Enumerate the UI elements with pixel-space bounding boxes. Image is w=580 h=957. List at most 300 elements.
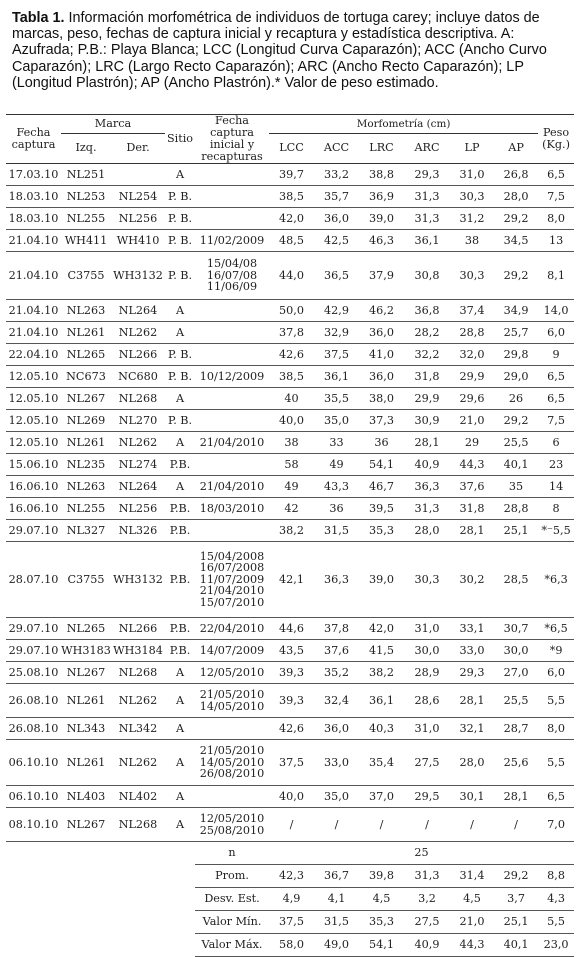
- header-peso: Peso (Kg.): [538, 115, 574, 164]
- table-row: [6, 164, 574, 186]
- cell-sitio: P.B.: [165, 520, 195, 542]
- header-lcc: LCC: [269, 133, 314, 163]
- cell-lcc: /: [269, 808, 314, 842]
- table-row: [6, 498, 574, 520]
- cell-ap: 29,0: [494, 366, 538, 388]
- stats-lp: 44,3: [450, 934, 494, 957]
- cell-sitio: P.B.: [165, 542, 195, 618]
- cell-fecha: 15.06.10: [6, 454, 61, 476]
- cell-recaptura: [195, 808, 269, 842]
- cell-izq: NL265: [61, 618, 111, 640]
- cell-acc: 32,9: [314, 322, 359, 344]
- cell-lrc: 37,0: [359, 786, 404, 808]
- cell-recaptura: [195, 476, 269, 498]
- cell-izq: NC673: [61, 366, 111, 388]
- header-der: Der.: [111, 133, 165, 163]
- cell-lp: 28,8: [450, 322, 494, 344]
- cell-fecha: 26.08.10: [6, 684, 61, 718]
- cell-fecha: 16.06.10: [6, 476, 61, 498]
- stats-lcc: 37,5: [269, 911, 314, 934]
- cell-ap: 29,2: [494, 252, 538, 300]
- table-row: [6, 208, 574, 230]
- recapture-date: 15/04/2008: [199, 549, 265, 563]
- recapture-date: 14/05/2010: [199, 699, 265, 713]
- cell-lp: 30,3: [450, 252, 494, 300]
- cell-recaptura: [195, 432, 269, 454]
- cell-ap: 26: [494, 388, 538, 410]
- cell-lp: 28,0: [450, 740, 494, 786]
- cell-acc: 36,0: [314, 718, 359, 740]
- cell-sitio: P. B.: [165, 410, 195, 432]
- header-sitio: Sitio: [165, 115, 195, 164]
- cell-izq: NL343: [61, 718, 111, 740]
- cell-ap: 25,1: [494, 520, 538, 542]
- cell-lrc: 37,3: [359, 410, 404, 432]
- cell-der: NL264: [111, 476, 165, 498]
- cell-recaptura: [195, 300, 269, 322]
- cell-sitio: A: [165, 432, 195, 454]
- cell-sitio: P. B.: [165, 252, 195, 300]
- cell-lcc: 49: [269, 476, 314, 498]
- cell-arc: 30,9: [404, 410, 450, 432]
- cell-lrc: /: [359, 808, 404, 842]
- cell-peso: 6: [538, 432, 574, 454]
- header-morfometria: Morfometría (cm): [269, 115, 538, 134]
- cell-recaptura: [195, 186, 269, 208]
- cell-peso: 7,0: [538, 808, 574, 842]
- cell-fecha: 17.03.10: [6, 164, 61, 186]
- cell-lp: 29,6: [450, 388, 494, 410]
- recapture-date: 21/04/2010: [199, 479, 265, 493]
- stats-label: Valor Mín.: [195, 911, 269, 934]
- cell-fecha: 22.04.10: [6, 344, 61, 366]
- cell-fecha: 18.03.10: [6, 208, 61, 230]
- cell-ap: 25,5: [494, 432, 538, 454]
- cell-ap: 29,8: [494, 344, 538, 366]
- cell-der: NL266: [111, 344, 165, 366]
- table-row: [6, 740, 574, 786]
- cell-recaptura: [195, 230, 269, 252]
- cell-ap: 28,8: [494, 498, 538, 520]
- cell-lrc: 40,3: [359, 718, 404, 740]
- table-row: [6, 718, 574, 740]
- cell-acc: 35,2: [314, 662, 359, 684]
- cell-izq: NL267: [61, 808, 111, 842]
- cell-fecha: 25.08.10: [6, 662, 61, 684]
- stats-lp: 31,4: [450, 865, 494, 888]
- cell-lp: 33,0: [450, 640, 494, 662]
- cell-arc: 36,3: [404, 476, 450, 498]
- cell-ap: 34,5: [494, 230, 538, 252]
- cell-peso: 9: [538, 344, 574, 366]
- cell-peso: 8: [538, 498, 574, 520]
- stats-arc: 31,3: [404, 865, 450, 888]
- cell-izq: NL255: [61, 208, 111, 230]
- stats-lcc: 58,0: [269, 934, 314, 957]
- cell-lp: 28,1: [450, 520, 494, 542]
- cell-lcc: 42,6: [269, 344, 314, 366]
- cell-recaptura: [195, 344, 269, 366]
- cell-der: NL256: [111, 208, 165, 230]
- table-caption: [12, 10, 568, 91]
- cell-lrc: 36,0: [359, 366, 404, 388]
- table-row: [6, 618, 574, 640]
- cell-acc: 37,8: [314, 618, 359, 640]
- cell-fecha: 12.05.10: [6, 366, 61, 388]
- cell-acc: 33,0: [314, 740, 359, 786]
- table-row: [6, 542, 574, 618]
- cell-der: NL268: [111, 808, 165, 842]
- cell-sitio: A: [165, 322, 195, 344]
- cell-peso: *⁻5,5: [538, 520, 574, 542]
- cell-sitio: P.B.: [165, 454, 195, 476]
- cell-sitio: A: [165, 300, 195, 322]
- cell-acc: 42,5: [314, 230, 359, 252]
- cell-recaptura: [195, 684, 269, 718]
- recapture-date: 15/04/08: [206, 257, 258, 271]
- cell-recaptura: [195, 640, 269, 662]
- cell-izq: WH3183: [61, 640, 111, 662]
- cell-der: WH3132: [111, 252, 165, 300]
- cell-ap: 25,5: [494, 684, 538, 718]
- cell-peso: *6,5: [538, 618, 574, 640]
- cell-fecha: 29.07.10: [6, 618, 61, 640]
- cell-arc: 28,9: [404, 662, 450, 684]
- cell-izq: NL263: [61, 300, 111, 322]
- cell-fecha: 29.07.10: [6, 520, 61, 542]
- cell-lrc: 42,0: [359, 618, 404, 640]
- cell-lp: 31,8: [450, 498, 494, 520]
- cell-lp: 37,4: [450, 300, 494, 322]
- header-fecha-recaptura: Fecha captura inicial y recapturas: [195, 115, 269, 164]
- cell-der: [111, 164, 165, 186]
- recapture-date: 26/08/2010: [199, 767, 265, 781]
- recapture-date: 18/03/2010: [199, 501, 265, 515]
- cell-lrc: 39,0: [359, 208, 404, 230]
- table-row: [6, 344, 574, 366]
- cell-lrc: 54,1: [359, 454, 404, 476]
- cell-izq: NL265: [61, 344, 111, 366]
- cell-recaptura: [195, 618, 269, 640]
- table-row: [6, 322, 574, 344]
- recapture-date: 14/07/2009: [199, 643, 265, 657]
- stats-peso: 5,5: [538, 911, 574, 934]
- cell-ap: 28,7: [494, 718, 538, 740]
- cell-recaptura: [195, 786, 269, 808]
- cell-peso: 8,0: [538, 718, 574, 740]
- cell-arc: 30,3: [404, 542, 450, 618]
- cell-arc: 32,2: [404, 344, 450, 366]
- cell-arc: 29,5: [404, 786, 450, 808]
- cell-arc: 31,3: [404, 208, 450, 230]
- stats-lp: 21,0: [450, 911, 494, 934]
- header-izq: Izq.: [61, 133, 111, 163]
- cell-lcc: 38,5: [269, 366, 314, 388]
- cell-lcc: 42,1: [269, 542, 314, 618]
- cell-lrc: 46,7: [359, 476, 404, 498]
- cell-fecha: 16.06.10: [6, 498, 61, 520]
- cell-izq: NL255: [61, 498, 111, 520]
- cell-recaptura: [195, 520, 269, 542]
- cell-recaptura: [195, 366, 269, 388]
- cell-fecha: 06.10.10: [6, 786, 61, 808]
- cell-sitio: P. B.: [165, 230, 195, 252]
- stats-n-label: n: [195, 842, 269, 865]
- stats-lrc: 54,1: [359, 934, 404, 957]
- cell-lrc: 36,1: [359, 684, 404, 718]
- cell-lp: 30,1: [450, 786, 494, 808]
- stats-n-value: 25: [269, 842, 574, 865]
- cell-lp: 21,0: [450, 410, 494, 432]
- cell-lcc: 39,3: [269, 662, 314, 684]
- cell-sitio: A: [165, 740, 195, 786]
- cell-recaptura: [195, 740, 269, 786]
- stats-acc: 49,0: [314, 934, 359, 957]
- cell-acc: 42,9: [314, 300, 359, 322]
- cell-lcc: 40,0: [269, 786, 314, 808]
- cell-ap: 29,2: [494, 208, 538, 230]
- cell-recaptura: [195, 718, 269, 740]
- cell-recaptura: [195, 454, 269, 476]
- cell-lcc: 40,0: [269, 410, 314, 432]
- stats-peso: 8,8: [538, 865, 574, 888]
- cell-ap: 30,0: [494, 640, 538, 662]
- cell-recaptura: [195, 662, 269, 684]
- cell-lrc: 38,2: [359, 662, 404, 684]
- stats-arc: 40,9: [404, 934, 450, 957]
- recapture-date: 11/07/2009: [199, 572, 265, 586]
- cell-der: NL266: [111, 618, 165, 640]
- cell-der: NL268: [111, 662, 165, 684]
- cell-lcc: 38,2: [269, 520, 314, 542]
- cell-der: NL254: [111, 186, 165, 208]
- cell-lp: 37,6: [450, 476, 494, 498]
- cell-peso: 7,5: [538, 410, 574, 432]
- cell-der: NC680: [111, 366, 165, 388]
- header-lrc: LRC: [359, 133, 404, 163]
- cell-lcc: 42: [269, 498, 314, 520]
- table-row: [6, 808, 574, 842]
- stats-row: [6, 911, 574, 934]
- cell-arc: 29,9: [404, 388, 450, 410]
- table-row: [6, 640, 574, 662]
- cell-fecha: 21.04.10: [6, 252, 61, 300]
- cell-arc: 36,1: [404, 230, 450, 252]
- stats-lcc: 4,9: [269, 888, 314, 911]
- cell-arc: 31,8: [404, 366, 450, 388]
- cell-lp: 38: [450, 230, 494, 252]
- cell-arc: 31,3: [404, 186, 450, 208]
- cell-der: NL342: [111, 718, 165, 740]
- cell-ap: 29,2: [494, 410, 538, 432]
- stats-peso: 4,3: [538, 888, 574, 911]
- cell-lcc: 37,5: [269, 740, 314, 786]
- cell-fecha: 26.08.10: [6, 718, 61, 740]
- cell-sitio: A: [165, 662, 195, 684]
- cell-lcc: 43,5: [269, 640, 314, 662]
- cell-der: NL268: [111, 388, 165, 410]
- cell-ap: 25,7: [494, 322, 538, 344]
- cell-arc: 30,8: [404, 252, 450, 300]
- cell-acc: 35,0: [314, 410, 359, 432]
- cell-peso: 14: [538, 476, 574, 498]
- cell-arc: 28,0: [404, 520, 450, 542]
- cell-lcc: 38: [269, 432, 314, 454]
- cell-izq: NL251: [61, 164, 111, 186]
- cell-fecha: 12.05.10: [6, 388, 61, 410]
- cell-recaptura: [195, 388, 269, 410]
- stats-acc: 36,7: [314, 865, 359, 888]
- cell-arc: 29,3: [404, 164, 450, 186]
- table-row: [6, 366, 574, 388]
- cell-peso: 6,5: [538, 366, 574, 388]
- stats-arc: 27,5: [404, 911, 450, 934]
- cell-ap: 28,5: [494, 542, 538, 618]
- table-row: [6, 786, 574, 808]
- cell-ap: 35: [494, 476, 538, 498]
- cell-arc: 28,1: [404, 432, 450, 454]
- header-lp: LP: [450, 133, 494, 163]
- cell-der: NL326: [111, 520, 165, 542]
- cell-arc: 28,2: [404, 322, 450, 344]
- table-row: [6, 662, 574, 684]
- table-row: [6, 432, 574, 454]
- cell-lcc: 44,0: [269, 252, 314, 300]
- recapture-date: 25/08/2010: [199, 823, 265, 837]
- recapture-date: 21/04/2010: [199, 584, 265, 598]
- cell-izq: NL269: [61, 410, 111, 432]
- cell-lp: 33,1: [450, 618, 494, 640]
- table-row: [6, 684, 574, 718]
- stats-label: Valor Máx.: [195, 934, 269, 957]
- header-marca: Marca: [61, 115, 165, 134]
- table-row: [6, 520, 574, 542]
- recapture-date: 15/07/2010: [199, 595, 265, 609]
- cell-lp: 32,0: [450, 344, 494, 366]
- cell-ap: 34,9: [494, 300, 538, 322]
- cell-acc: 36,1: [314, 366, 359, 388]
- stats-lrc: 39,8: [359, 865, 404, 888]
- cell-acc: 35,0: [314, 786, 359, 808]
- cell-sitio: P.B.: [165, 618, 195, 640]
- cell-lcc: 40: [269, 388, 314, 410]
- cell-sitio: P. B.: [165, 186, 195, 208]
- cell-fecha: 18.03.10: [6, 186, 61, 208]
- cell-acc: 36,5: [314, 252, 359, 300]
- cell-lcc: 42,6: [269, 718, 314, 740]
- cell-ap: 25,6: [494, 740, 538, 786]
- cell-sitio: P. B.: [165, 208, 195, 230]
- cell-lcc: 48,5: [269, 230, 314, 252]
- cell-lrc: 37,9: [359, 252, 404, 300]
- cell-arc: 27,5: [404, 740, 450, 786]
- caption-label: Tabla 1.: [12, 10, 65, 26]
- header-fecha: Fecha captura: [6, 115, 61, 164]
- cell-izq: NL263: [61, 476, 111, 498]
- stats-ap: 3,7: [494, 888, 538, 911]
- cell-lp: 31,0: [450, 164, 494, 186]
- cell-acc: 33,2: [314, 164, 359, 186]
- cell-sitio: A: [165, 786, 195, 808]
- cell-sitio: A: [165, 684, 195, 718]
- cell-der: NL262: [111, 432, 165, 454]
- cell-fecha: 12.05.10: [6, 410, 61, 432]
- cell-sitio: A: [165, 718, 195, 740]
- cell-peso: 6,0: [538, 322, 574, 344]
- table-row: [6, 476, 574, 498]
- table-row: [6, 300, 574, 322]
- stats-row: [6, 888, 574, 911]
- cell-fecha: 29.07.10: [6, 640, 61, 662]
- cell-peso: 8,1: [538, 252, 574, 300]
- cell-fecha: 21.04.10: [6, 300, 61, 322]
- cell-lcc: 58: [269, 454, 314, 476]
- cell-ap: 40,1: [494, 454, 538, 476]
- recapture-date: 10/12/2009: [199, 369, 265, 383]
- cell-acc: /: [314, 808, 359, 842]
- cell-ap: 28,0: [494, 186, 538, 208]
- cell-recaptura: [195, 164, 269, 186]
- cell-fecha: 08.10.10: [6, 808, 61, 842]
- cell-lrc: 35,4: [359, 740, 404, 786]
- cell-arc: 31,0: [404, 618, 450, 640]
- cell-arc: 30,0: [404, 640, 450, 662]
- recapture-date: 11/06/09: [206, 280, 258, 294]
- cell-peso: 14,0: [538, 300, 574, 322]
- cell-der: NL402: [111, 786, 165, 808]
- stats-row: [6, 934, 574, 957]
- recapture-date: 21/05/2010: [199, 688, 265, 702]
- cell-der: NL256: [111, 498, 165, 520]
- cell-ap: 28,1: [494, 786, 538, 808]
- recapture-date: 16/07/2008: [199, 561, 265, 575]
- morphometry-table: [6, 114, 574, 957]
- cell-lrc: 41,0: [359, 344, 404, 366]
- cell-recaptura: [195, 208, 269, 230]
- cell-lrc: 36,9: [359, 186, 404, 208]
- cell-lp: 30,3: [450, 186, 494, 208]
- cell-lp: 31,2: [450, 208, 494, 230]
- cell-lrc: 41,5: [359, 640, 404, 662]
- cell-recaptura: [195, 410, 269, 432]
- cell-lp: 29: [450, 432, 494, 454]
- cell-lp: 29,9: [450, 366, 494, 388]
- cell-lrc: 39,0: [359, 542, 404, 618]
- stats-acc: 4,1: [314, 888, 359, 911]
- header-ap: AP: [494, 133, 538, 163]
- stats-lrc: 35,3: [359, 911, 404, 934]
- cell-izq: NL261: [61, 740, 111, 786]
- stats-ap: 40,1: [494, 934, 538, 957]
- stats-arc: 3,2: [404, 888, 450, 911]
- cell-der: WH3132: [111, 542, 165, 618]
- cell-izq: NL261: [61, 432, 111, 454]
- cell-sitio: A: [165, 476, 195, 498]
- cell-izq: NL235: [61, 454, 111, 476]
- cell-lcc: 38,5: [269, 186, 314, 208]
- recapture-date: 12/05/2010: [199, 665, 265, 679]
- cell-arc: 31,3: [404, 498, 450, 520]
- cell-lp: 28,1: [450, 684, 494, 718]
- cell-der: NL262: [111, 322, 165, 344]
- caption-text: Información morfométrica de individuos de tortuga carey; incluye datos de marcas, peso, fechas de captura inicial y recaptura y estadística descriptiva. A: Azufrada; P.B.: Playa Blanca; LCC (Longitud Curva Caparazón); ACC (Ancho Curvo Caparazón); LRC (Largo Recto Caparazón); ARC (Ancho Recto Caparazón); LP (Longitud Plastrón); AP (Ancho Plastrón).* Valor de peso estimado.: [12, 10, 547, 91]
- cell-lcc: 50,0: [269, 300, 314, 322]
- cell-izq: C3755: [61, 542, 111, 618]
- table-row: [6, 186, 574, 208]
- cell-izq: NL261: [61, 322, 111, 344]
- table-row: [6, 252, 574, 300]
- cell-peso: 6,5: [538, 164, 574, 186]
